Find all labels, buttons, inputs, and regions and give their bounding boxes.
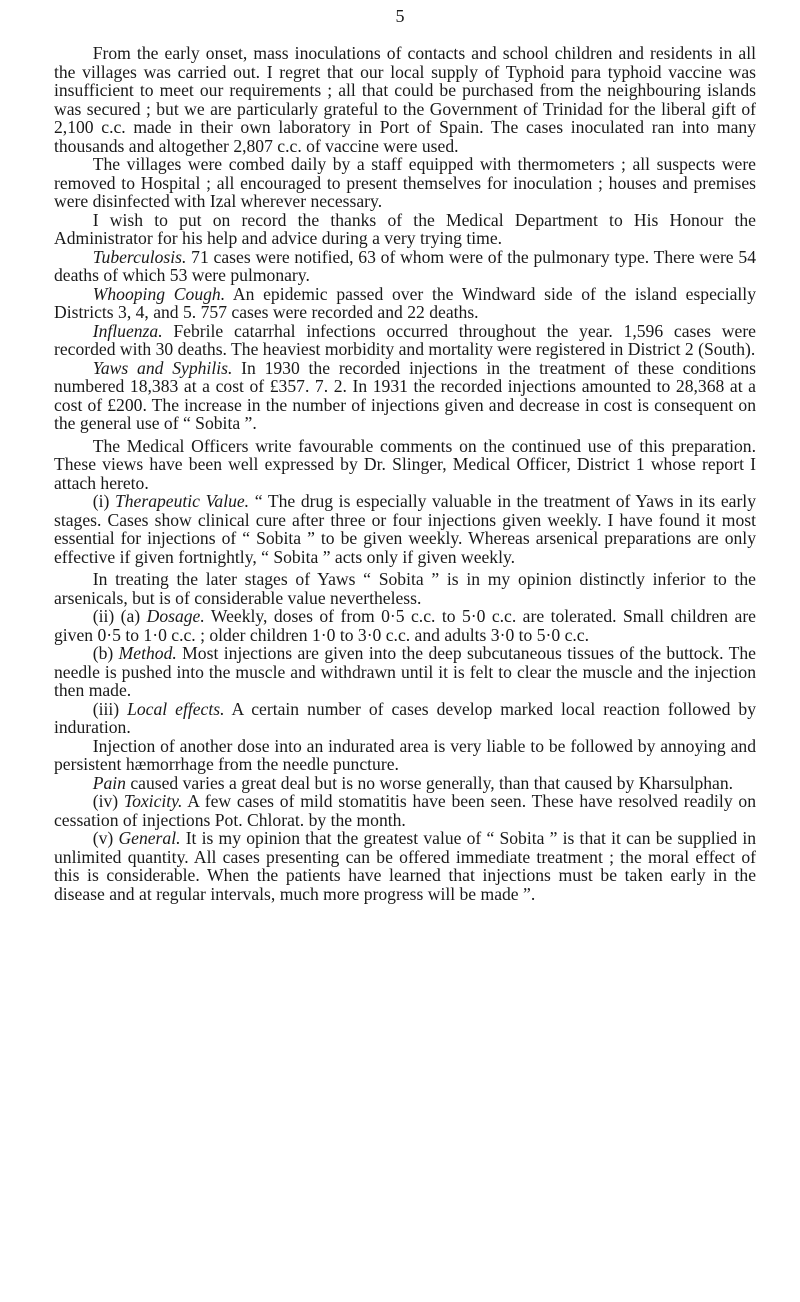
paragraph-pain: Pain caused varies a great deal but is no worse generally, than that caused by Kharsulphan. <box>92 772 734 793</box>
paragraph-villages: The villages were combed daily by a staff equipped with thermometers ; all suspects were removed to Hospital ; all encouraged to present themselves for inoculation ; houses and premises were disinfected with Izal wherever necessary. <box>54 154 756 211</box>
paragraph-toxicity: (iv) Toxicity. A few cases of mild stomatitis have been seen. These have resolved readily on cessation of injections Pot. Chlorat. by the month. <box>54 791 756 830</box>
page-number: 5 <box>395 6 405 26</box>
body-text <box>54 44 756 903</box>
paragraph-thanks: I wish to put on record the thanks of the Medical Department to His Honour the Administrator for his help and advice during a very trying time. <box>54 209 756 248</box>
section-heading: Method. <box>118 643 177 663</box>
paragraph-tuberculosis: Tuberculosis. 71 cases were notified, 63 of whom were of the pulmonary type. There were 54 deaths of which 53 were pulmonary. <box>54 246 756 285</box>
paragraph-yaws-syphilis: Yaws and Syphilis. In 1930 the recorded injections in the treatment of these conditions numbered 18,383 at a cost of £357. 7. 2. In 1931 the recorded injections amounted to 28,368 at a cost of £200. The increase in the number of injections given and decrease in cost is consequent on the general use of “ Sobita ”. <box>54 357 756 433</box>
section-heading: Local effects. <box>127 698 225 719</box>
paragraph-inoculations: From the early onset, mass inoculations of contacts and school children and residents in all the villages was carried out. I regret that our local supply of Typhoid para typhoid vaccine was insufficient to meet our requirements ; all that could be purchased from the neighbouring islands was secured ; but we are particularly grateful to the Government of Trinidad for the liberal gift of 2,100 c.c. made in their own laboratory in Port of Spain. The cases inoculated ran into many thousands and altogether 2,807 c.c. of vaccine were used. <box>54 43 756 156</box>
section-heading: Pain <box>92 772 126 793</box>
paragraph-dosage: (ii) (a) Dosage. Weekly, doses of from 0·5 c.c. to 5·0 c.c. are tolerated. Small children are given 0·5 to 1·0 c.c. ; older children 1·0 to 3·0 c.c. and adults 3·0 to 5·0 c.c. <box>54 606 756 645</box>
paragraph-injection-indurated: Injection of another dose into an indurated area is very liable to be followed by annoying and persistent hæmorrhage from the needle puncture. <box>54 735 756 774</box>
section-heading: Tuberculosis. <box>92 246 187 267</box>
section-heading: Yaws and Syphilis. <box>92 357 233 378</box>
paragraph-whooping-cough: Whooping Cough. An epidemic passed over the Windward side of the island especially Districts 3, 4, and 5. 757 cases were recorded and 22 deaths. <box>54 283 756 322</box>
section-heading: General. <box>118 828 181 848</box>
paragraph-later-stages: In treating the later stages of Yaws “ Sobita ” is in my opinion distinctly inferior to the arsenicals, but is of considerable value nevertheless. <box>54 569 756 608</box>
paragraph-local-effects: (iii) Local effects. A certain number of cases develop marked local reaction followed by induration. <box>54 698 756 737</box>
paragraph-general: (v) General. It is my opinion that the greatest value of “ Sobita ” is that it can be supplied in unlimited quantity. All cases presenting can be offered immediate treatment ; the moral effect of this is considerable. When the patients have learned that injections must be taken early in the disease and at regular intervals, much more progress will be made ”. <box>54 828 756 904</box>
section-heading: Therapeutic Value. <box>114 491 250 511</box>
section-heading: Influenza. <box>92 320 163 341</box>
paragraph-medical-officers: The Medical Officers write favourable comments on the continued use of this preparation. These views have been well expressed by Dr. Slinger, Medical Officer, District 1 whose report I attach hereto. <box>54 435 756 493</box>
section-heading: Dosage. <box>146 606 205 626</box>
paragraph-method: (b) Method. Most injections are given into the deep subcutaneous tissues of the buttock. The needle is pushed into the muscle and withdrawn until it is felt to clear the muscle and the injection then made. <box>54 643 756 700</box>
section-heading: Toxicity. <box>123 791 183 811</box>
section-heading: Whooping Cough. <box>92 283 226 304</box>
paragraph-influenza: Influenza. Febrile catarrhal infections occurred throughout the year. 1,596 cases were recorded with 30 deaths. The heaviest morbidity and mortality were registered in District 2 (South). <box>54 320 756 359</box>
paragraph-therapeutic-value: (i) Therapeutic Value. “ The drug is especially valuable in the treatment of Yaws in its early stages. Cases show clinical cure after three or four injections given weekly. I have found it most essential for injections of “ Sobita ” to be given weekly. Whereas arsenical preparations are only effective if given fortnightly, “ Sobita ” acts only if given weekly. <box>54 491 756 567</box>
